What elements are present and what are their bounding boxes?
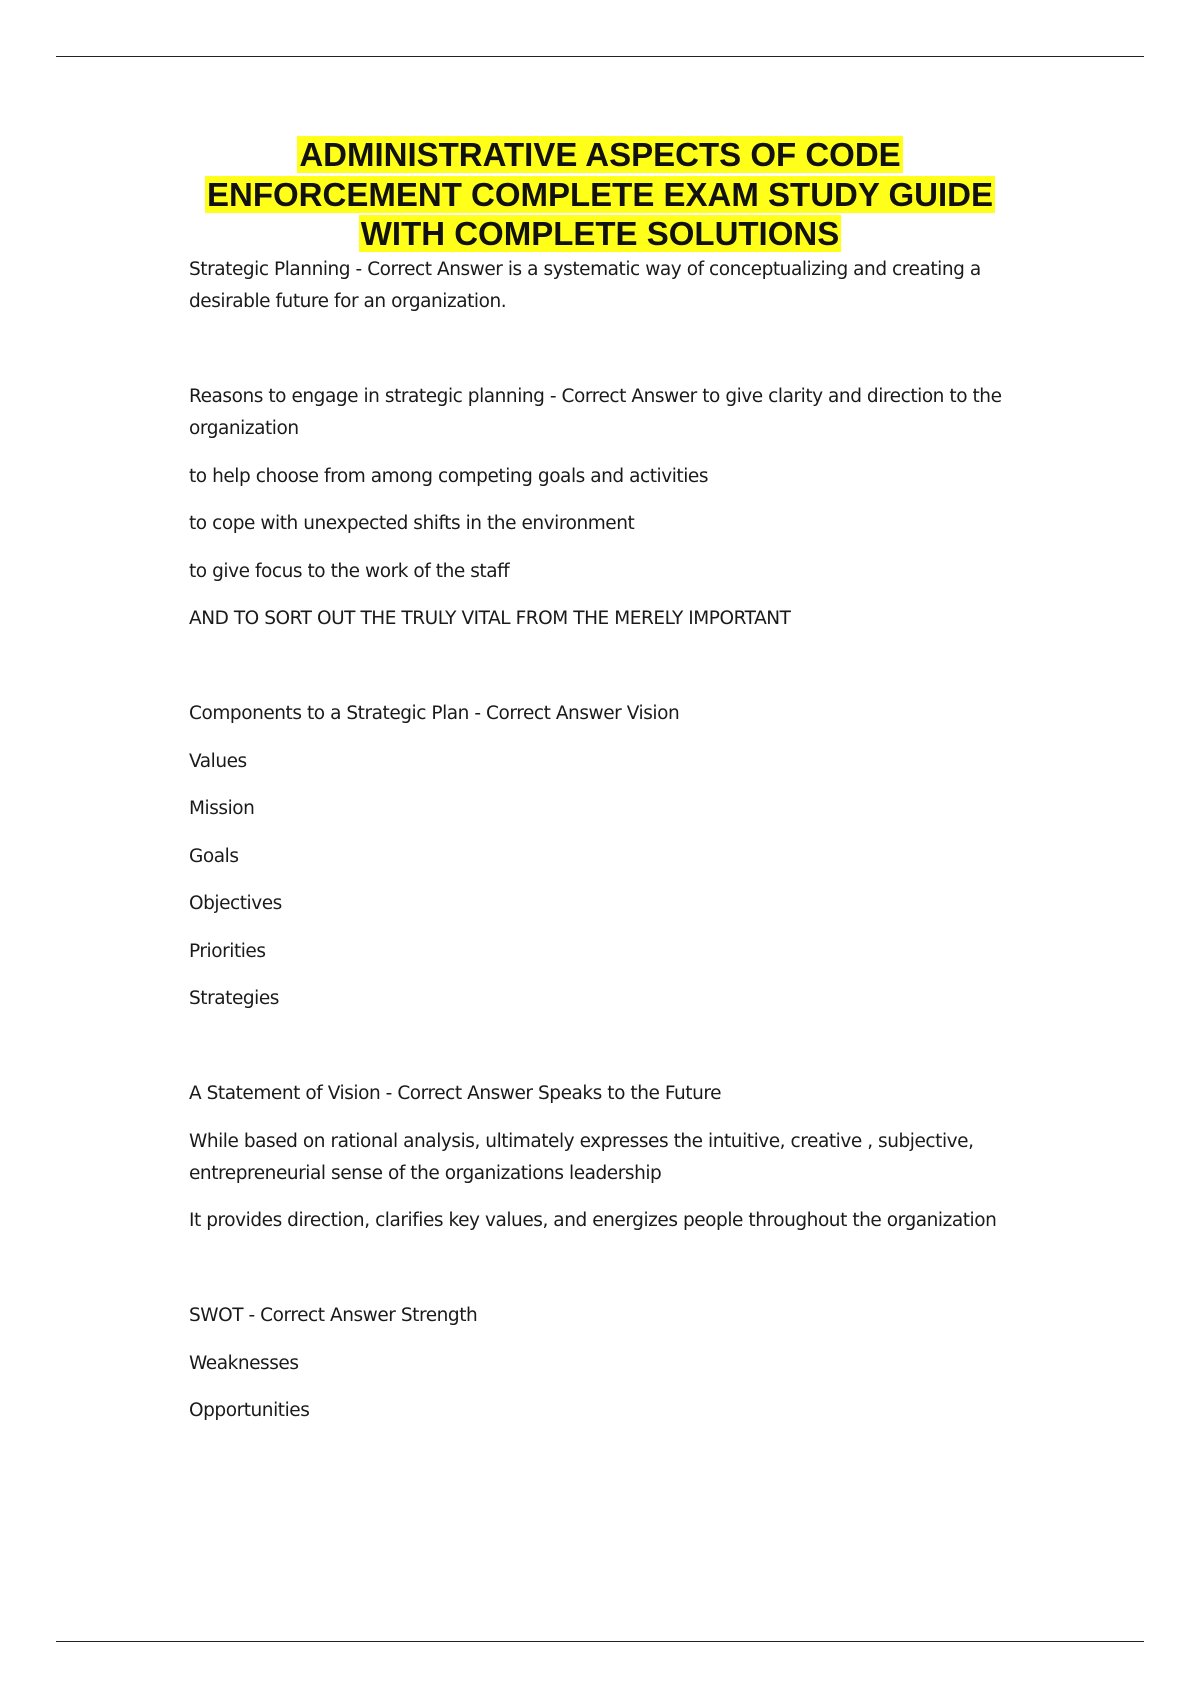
paragraph-swot-opportunities: Opportunities (189, 1400, 310, 1421)
paragraph-components-strategic-plan: Components to a Strategic Plan - Correct Answer Vision (189, 703, 680, 724)
footer-rule (56, 1641, 1144, 1642)
paragraph-component-mission: Mission (189, 798, 255, 819)
title-highlight: WITH COMPLETE SOLUTIONS (360, 215, 840, 252)
paragraph-reason-cope-shifts: to cope with unexpected shifts in the environment (189, 513, 635, 534)
paragraph-strategic-planning: Strategic Planning - Correct Answer is a systematic way of conceptualizing and creating a desirable future for an organization. (189, 259, 981, 312)
title-highlight: ENFORCEMENT COMPLETE EXAM STUDY GUIDE (207, 175, 993, 213)
paragraph-component-objectives: Objectives (189, 893, 282, 914)
document-body (189, 254, 1049, 1443)
paragraph-component-strategies: Strategies (189, 988, 279, 1009)
title-line (0, 175, 1200, 215)
paragraph-swot: SWOT - Correct Answer Strength (189, 1305, 478, 1326)
paragraph-reasons-strategic-planning: Reasons to engage in strategic planning - Correct Answer to give clarity and direction to the organization (189, 386, 1002, 439)
paragraph-vision-rational-analysis: While based on rational analysis, ultimately expresses the intuitive, creative , subjective, entrepreneurial sense of the organizations leadership (189, 1130, 974, 1184)
paragraph-reason-choose-goals: to help choose from among competing goals and activities (189, 465, 709, 487)
title-highlight: ADMINISTRATIVE ASPECTS OF CODE (299, 136, 901, 173)
paragraph-swot-weaknesses: Weaknesses (189, 1352, 299, 1374)
paragraph-component-goals: Goals (189, 845, 239, 867)
document-title (0, 135, 1200, 254)
paragraph-reason-focus-staff: to give focus to the work of the staff (189, 560, 510, 582)
paragraph-statement-of-vision: A Statement of Vision - Correct Answer Speaks to the Future (189, 1083, 722, 1104)
paragraph-vision-provides-direction: It provides direction, clarifies key values, and energizes people throughout the organization (189, 1210, 997, 1231)
title-line (0, 135, 1200, 175)
header-rule (56, 56, 1144, 57)
paragraph-component-priorities: Priorities (189, 940, 266, 962)
paragraph-component-values: Values (189, 750, 247, 772)
paragraph-reason-sort-vital: AND TO SORT OUT THE TRULY VITAL FROM THE MERELY IMPORTANT (189, 608, 791, 629)
title-line (0, 214, 1200, 254)
